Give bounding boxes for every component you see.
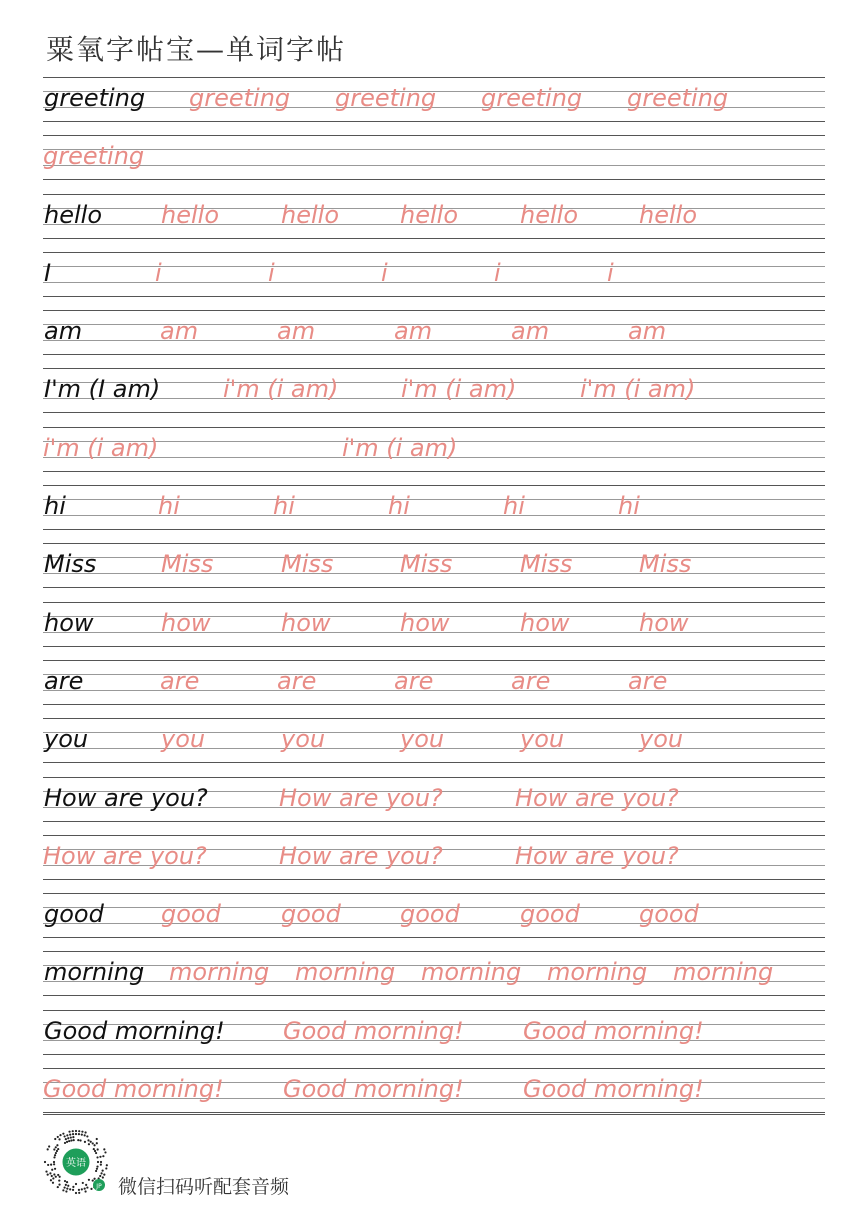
guide-line xyxy=(43,777,825,778)
trace-word: How are you? xyxy=(515,841,679,870)
model-word: How are you? xyxy=(44,783,208,812)
qr-badge-label: 英语 xyxy=(66,1158,86,1169)
trace-word: how xyxy=(400,608,450,637)
model-word: Good morning! xyxy=(44,1016,225,1045)
trace-word: hello xyxy=(520,200,578,229)
practice-row xyxy=(43,777,825,835)
trace-word: how xyxy=(520,608,570,637)
guide-line xyxy=(43,121,825,122)
guide-line xyxy=(43,485,825,486)
guide-line xyxy=(43,762,825,763)
footer-caption: 微信扫码听配套音频 xyxy=(118,1176,290,1198)
practice-row xyxy=(43,951,825,1009)
trace-word: morning xyxy=(169,958,270,987)
trace-word: am xyxy=(160,317,199,346)
trace-word: morning xyxy=(673,958,774,987)
model-word: greeting xyxy=(44,84,146,112)
model-word: hello xyxy=(44,200,102,229)
guide-line xyxy=(43,135,825,136)
guide-line xyxy=(43,529,825,530)
trace-word: i xyxy=(381,258,388,287)
trace-word: good xyxy=(520,900,580,929)
guide-line xyxy=(43,1112,825,1113)
guide-line xyxy=(43,704,825,705)
guide-line xyxy=(43,149,825,150)
guide-line xyxy=(43,310,825,311)
qr-code-icon[interactable] xyxy=(41,1128,111,1198)
guide-line xyxy=(43,660,825,661)
practice-row xyxy=(43,194,825,252)
trace-word: i'm (i am) xyxy=(223,375,339,404)
trace-word: i'm (i am) xyxy=(580,375,696,404)
model-word: I'm (I am) xyxy=(44,375,161,404)
trace-word: i xyxy=(268,258,275,287)
guide-line xyxy=(43,835,825,836)
trace-word: how xyxy=(281,608,331,637)
trace-word: i xyxy=(155,258,162,287)
trace-word: am xyxy=(628,317,667,346)
guide-line xyxy=(43,368,825,369)
trace-word: you xyxy=(520,725,565,754)
trace-word: i'm (i am) xyxy=(342,433,458,462)
trace-word: am xyxy=(394,317,433,346)
guide-line xyxy=(43,543,825,544)
trace-word: how xyxy=(161,608,211,637)
guide-line xyxy=(43,995,825,996)
guide-line xyxy=(43,427,825,428)
trace-word: morning xyxy=(547,958,648,987)
trace-word: Good morning! xyxy=(283,1075,464,1104)
trace-word: greeting xyxy=(43,142,145,171)
model-word: hi xyxy=(44,492,66,521)
model-word: you xyxy=(44,725,89,754)
trace-word: you xyxy=(161,725,206,754)
guide-line xyxy=(43,238,825,239)
practice-row xyxy=(43,135,825,193)
guide-line xyxy=(43,1054,825,1055)
guide-line xyxy=(43,893,825,894)
model-word: how xyxy=(44,608,94,637)
trace-word: good xyxy=(281,900,341,929)
trace-word: you xyxy=(400,725,445,754)
guide-line xyxy=(43,1010,825,1011)
trace-word: are xyxy=(511,666,551,695)
trace-word: greeting xyxy=(627,84,729,112)
bottom-divider xyxy=(43,1114,825,1115)
trace-word: hi xyxy=(503,492,525,521)
trace-word: are xyxy=(394,666,434,695)
trace-word: Miss xyxy=(400,550,453,579)
trace-word: i xyxy=(494,258,501,287)
model-word: are xyxy=(44,666,84,695)
trace-word: hi xyxy=(158,492,180,521)
guide-line xyxy=(43,194,825,195)
page-title: 粟氧字帖宝—单词字帖 xyxy=(46,33,347,66)
guide-line xyxy=(43,471,825,472)
trace-word: greeting xyxy=(189,84,291,112)
practice-row xyxy=(43,602,825,660)
trace-word: hello xyxy=(400,200,458,229)
practice-row xyxy=(43,835,825,893)
trace-word: Miss xyxy=(281,550,334,579)
practice-row xyxy=(43,718,825,776)
trace-word: How are you? xyxy=(43,841,207,870)
trace-word: hi xyxy=(618,492,640,521)
trace-word: Good morning! xyxy=(283,1016,464,1045)
practice-row xyxy=(43,1068,825,1126)
trace-word: good xyxy=(639,900,699,929)
model-word: morning xyxy=(44,958,145,987)
practice-row xyxy=(43,485,825,543)
guide-line xyxy=(43,296,825,297)
trace-word: How are you? xyxy=(515,783,679,812)
guide-line xyxy=(43,646,825,647)
model-word: am xyxy=(44,317,83,346)
trace-word: am xyxy=(277,317,316,346)
practice-row xyxy=(43,543,825,601)
guide-line xyxy=(43,252,825,253)
trace-word: are xyxy=(277,666,317,695)
trace-word: good xyxy=(161,900,221,929)
model-word: Miss xyxy=(44,550,97,579)
qr-corner-label: JP xyxy=(96,1183,102,1190)
trace-word: greeting xyxy=(481,84,583,112)
guide-line xyxy=(43,179,825,180)
practice-row xyxy=(43,310,825,368)
guide-line xyxy=(43,165,825,166)
trace-word: are xyxy=(628,666,668,695)
practice-rows xyxy=(43,77,825,1126)
trace-word: i'm (i am) xyxy=(43,433,159,462)
guide-line xyxy=(43,587,825,588)
practice-row xyxy=(43,1010,825,1068)
practice-row xyxy=(43,427,825,485)
trace-word: hi xyxy=(273,492,295,521)
trace-word: hello xyxy=(161,200,219,229)
trace-word: i xyxy=(607,258,614,287)
guide-line xyxy=(43,951,825,952)
guide-line xyxy=(43,718,825,719)
guide-line xyxy=(43,879,825,880)
trace-word: Miss xyxy=(520,550,573,579)
trace-word: hi xyxy=(388,492,410,521)
trace-word: morning xyxy=(421,958,522,987)
trace-word: hello xyxy=(639,200,697,229)
practice-row xyxy=(43,893,825,951)
practice-row xyxy=(43,368,825,426)
trace-word: Good morning! xyxy=(523,1075,704,1104)
guide-line xyxy=(43,602,825,603)
guide-line xyxy=(43,412,825,413)
model-word: good xyxy=(44,900,104,929)
trace-word: How are you? xyxy=(279,783,443,812)
trace-word: Miss xyxy=(161,550,214,579)
trace-word: you xyxy=(639,725,684,754)
guide-line xyxy=(43,937,825,938)
guide-line xyxy=(43,821,825,822)
trace-word: you xyxy=(281,725,326,754)
trace-word: are xyxy=(160,666,200,695)
trace-word: morning xyxy=(295,958,396,987)
trace-word: am xyxy=(511,317,550,346)
trace-word: hello xyxy=(281,200,339,229)
practice-row xyxy=(43,77,825,135)
trace-word: How are you? xyxy=(279,841,443,870)
guide-line xyxy=(43,77,825,78)
trace-word: Good morning! xyxy=(523,1016,704,1045)
guide-line xyxy=(43,1068,825,1069)
trace-word: how xyxy=(639,608,689,637)
trace-word: Miss xyxy=(639,550,692,579)
trace-word: i'm (i am) xyxy=(401,375,517,404)
trace-word: Good morning! xyxy=(43,1075,224,1104)
model-word: I xyxy=(44,258,52,287)
trace-word: greeting xyxy=(335,84,437,112)
practice-row xyxy=(43,660,825,718)
guide-line xyxy=(43,354,825,355)
practice-row xyxy=(43,252,825,310)
trace-word: good xyxy=(400,900,460,929)
